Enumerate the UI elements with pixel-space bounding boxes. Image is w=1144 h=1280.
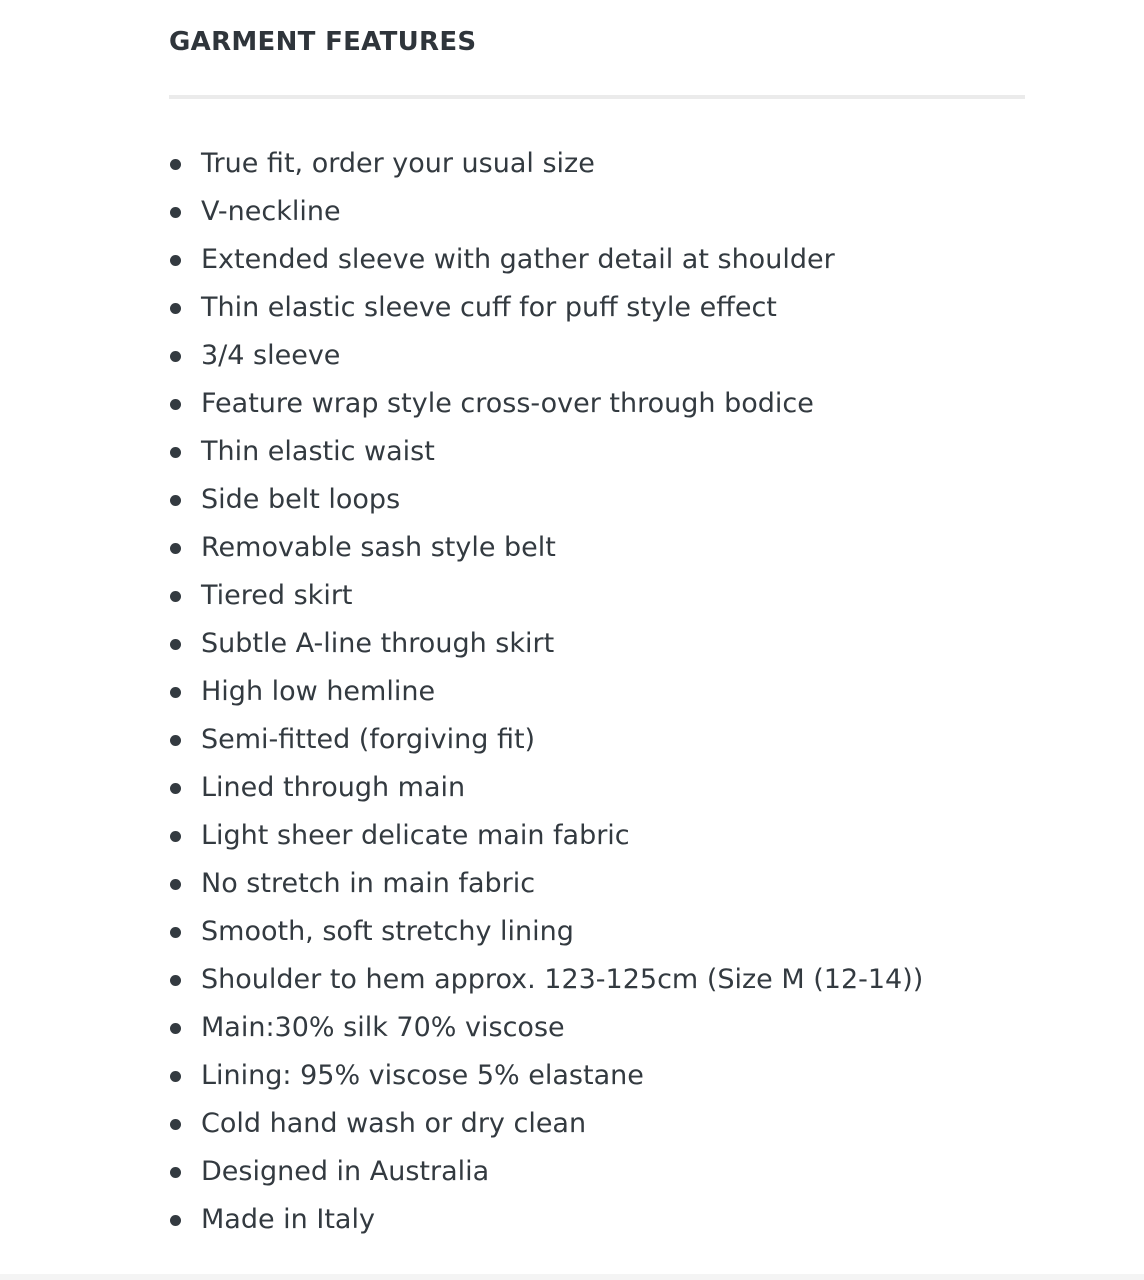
bullet-icon [170, 1023, 181, 1034]
feature-list-item [169, 476, 923, 524]
feature-list-item [169, 524, 923, 572]
feature-list-item [169, 860, 923, 908]
feature-text: Extended sleeve with gather detail at shoulder [201, 244, 835, 275]
section-divider [169, 95, 1025, 99]
feature-text: No stretch in main fabric [201, 868, 536, 899]
bullet-icon [170, 159, 181, 170]
feature-list-item [169, 380, 923, 428]
bullet-icon [170, 207, 181, 218]
page-bottom-edge [0, 1274, 1144, 1280]
feature-text: Thin elastic waist [201, 436, 435, 467]
feature-list-item [169, 812, 923, 860]
feature-text: 3/4 sleeve [201, 340, 341, 371]
bullet-icon [170, 591, 181, 602]
feature-text: Made in Italy [201, 1204, 375, 1235]
feature-text: Subtle A-line through skirt [201, 628, 555, 659]
feature-list-item [169, 620, 923, 668]
feature-text: Smooth, soft stretchy lining [201, 916, 574, 947]
feature-text: High low hemline [201, 676, 436, 707]
feature-list-item [169, 236, 923, 284]
feature-text: Thin elastic sleeve cuff for puff style effect [201, 292, 777, 323]
bullet-icon [170, 831, 181, 842]
feature-text: Cold hand wash or dry clean [201, 1108, 587, 1139]
feature-text: True fit, order your usual size [201, 148, 595, 179]
features-list [169, 140, 923, 1244]
feature-list-item [169, 188, 923, 236]
feature-text: Lining: 95% viscose 5% elastane [201, 1060, 644, 1091]
bullet-icon [170, 447, 181, 458]
feature-text: Designed in Australia [201, 1156, 490, 1187]
bullet-icon [170, 399, 181, 410]
bullet-icon [170, 975, 181, 986]
bullet-icon [170, 735, 181, 746]
feature-text: Removable sash style belt [201, 532, 556, 563]
feature-list-item [169, 428, 923, 476]
feature-list-item [169, 1148, 923, 1196]
bullet-icon [170, 303, 181, 314]
feature-list-item [169, 1004, 923, 1052]
garment-features-section [169, 0, 1025, 1235]
feature-text: V-neckline [201, 196, 341, 227]
bullet-icon [170, 351, 181, 362]
bullet-icon [170, 543, 181, 554]
bullet-icon [170, 1071, 181, 1082]
feature-list-item [169, 668, 923, 716]
bullet-icon [170, 927, 181, 938]
feature-list-item [169, 1100, 923, 1148]
feature-list-item [169, 716, 923, 764]
feature-text: Feature wrap style cross-over through bodice [201, 388, 814, 419]
section-title: GARMENT FEATURES [169, 27, 477, 57]
bullet-icon [170, 783, 181, 794]
bullet-icon [170, 255, 181, 266]
feature-text: Side belt loops [201, 484, 401, 515]
bullet-icon [170, 1119, 181, 1130]
feature-list-item [169, 908, 923, 956]
bullet-icon [170, 1167, 181, 1178]
bullet-icon [170, 687, 181, 698]
bullet-icon [170, 879, 181, 890]
feature-list-item [169, 1052, 923, 1100]
feature-list-item [169, 572, 923, 620]
bullet-icon [170, 639, 181, 650]
feature-list-item [169, 284, 923, 332]
feature-text: Semi-fitted (forgiving fit) [201, 724, 536, 755]
feature-text: Main:30% silk 70% viscose [201, 1012, 565, 1043]
feature-text: Tiered skirt [201, 580, 353, 611]
feature-list-item [169, 956, 923, 1004]
feature-list-item [169, 764, 923, 812]
bullet-icon [170, 1215, 181, 1226]
bullet-icon [170, 495, 181, 506]
feature-list-item [169, 140, 923, 188]
feature-text: Shoulder to hem approx. 123-125cm (Size M (12-14)) [201, 964, 924, 995]
feature-text: Light sheer delicate main fabric [201, 820, 630, 851]
feature-list-item [169, 332, 923, 380]
feature-list-item [169, 1196, 923, 1244]
feature-text: Lined through main [201, 772, 466, 803]
